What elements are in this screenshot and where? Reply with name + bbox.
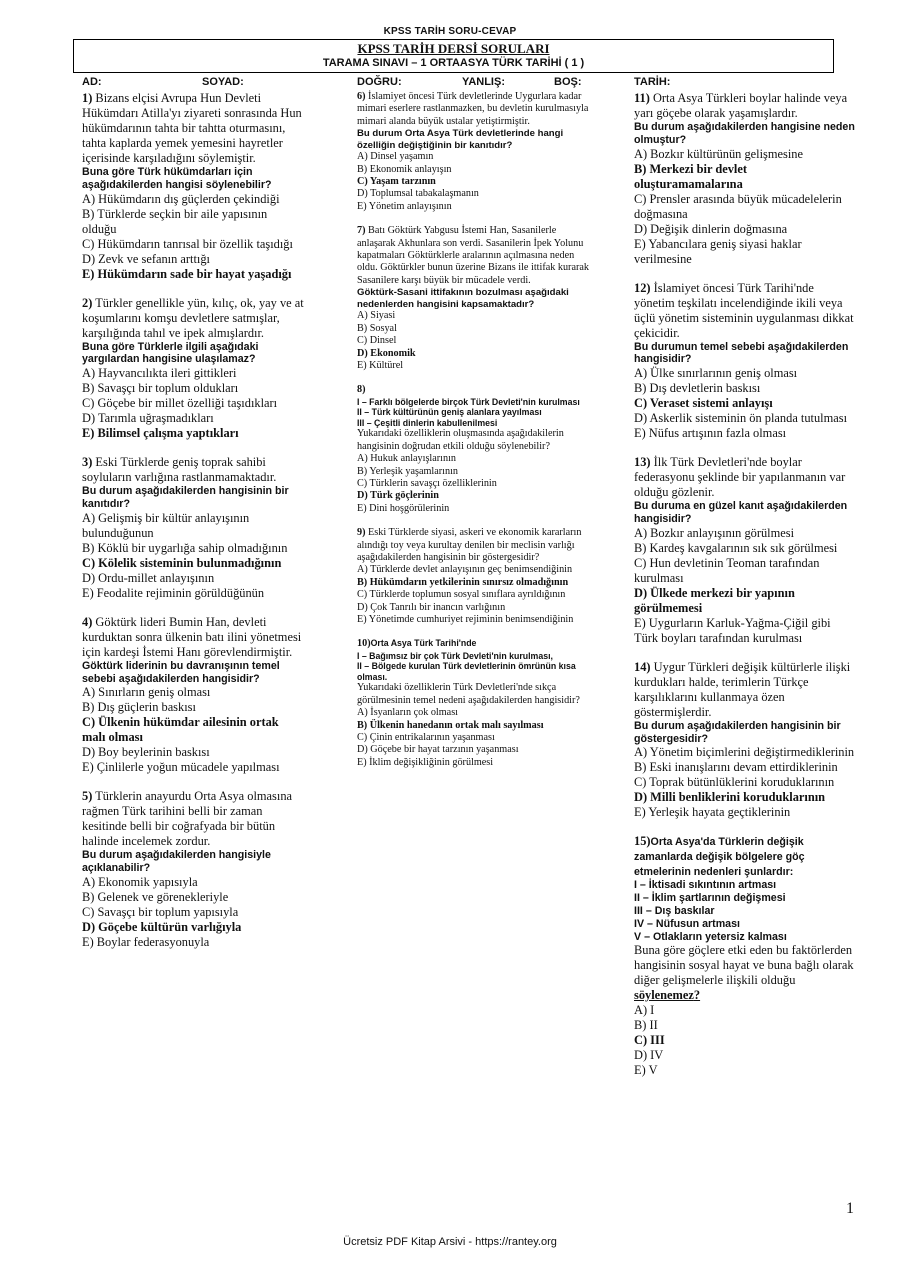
- question-stem: Bu durum aşağıdakilerden hangisinin bir kanıtıdır?: [82, 485, 289, 510]
- question-stem: Yukarıdaki özelliklerin oluşmasında aşağıdakilerin hangisinin doğrudan etkili olduğu söylenebilir?: [357, 428, 564, 452]
- answer-option: E) Uygurların Karluk-Yağma-Çiğil gibi Türk boyları tarafından kurulması: [634, 615, 831, 645]
- document-title: KPSS TARİH DERSİ SORULARI: [357, 41, 550, 56]
- question: [634, 91, 856, 267]
- answer-option: E) Bilimsel çalışma yaptıkları: [82, 426, 239, 441]
- answer-option: A) İsyanların çok olması: [357, 707, 458, 719]
- answer-option: B) Sosyal: [357, 322, 397, 334]
- answer-option: A) I: [634, 1003, 655, 1018]
- field-bos: BOŞ:: [554, 76, 582, 88]
- answer-option: C) Savaşçı bir toplum yapısıyla: [82, 904, 239, 919]
- question-item: IV – Nüfusun artması: [634, 917, 740, 930]
- question-number: 3): [82, 455, 93, 470]
- answer-option: B) Ekonomik anlayışın: [357, 163, 452, 175]
- answer-option: A) Gelişmiş bir kültür anlayışının bulunduğunun: [82, 510, 250, 540]
- answer-option: D) Çok Tanrılı bir inancın varlığının: [357, 601, 506, 613]
- document-header: KPSS TARİH SORU-CEVAP: [383, 26, 517, 37]
- answer-option: C) Yaşam tarzının: [357, 176, 436, 188]
- field-soyad: SOYAD:: [202, 76, 244, 88]
- question-item: I – Farklı bölgelerde birçok Türk Devleti'nin kurulması: [357, 396, 580, 407]
- answer-option: E) Feodalite rejiminin görüldüğünün: [82, 585, 265, 600]
- field-ad: AD:: [82, 76, 102, 88]
- question-mark: ?: [693, 988, 701, 1003]
- question-stem: Buna göre Türklerle ilgili aşağıdaki yargılardan hangisine ulaşılamaz?: [82, 340, 259, 366]
- question: [82, 296, 304, 442]
- question-text: 4) Göktürk lideri Bumin Han, devleti kurduktan sonra ülkenin batı ilini yönetmesi için kardeşi İstemi Hanı görevlendirmiştir.: [82, 614, 302, 659]
- question: [357, 384, 597, 515]
- underlined-word: söylenemez: [634, 988, 694, 1003]
- question-stem: Göktürk-Sasani ittifakının bozulması aşağıdaki nedenlerden hangisini kapsamaktadır?: [357, 287, 569, 310]
- question: [357, 527, 597, 626]
- question-text: 6) İslamiyet öncesi Türk devletlerinde Uygurlara kadar mimari eserlere rastlanmazken, bu devletin kurulmasıyla mimari alanda büyük ustalar yetiştirmiştir.: [357, 91, 589, 127]
- question: [82, 615, 304, 776]
- answer-option: B) Savaşçı bir toplum oldukları: [82, 381, 239, 396]
- answer-option: E) Yabancılara geniş siyasi haklar verilmesine: [634, 236, 802, 266]
- question-text: [634, 834, 856, 879]
- question-heading: Orta Asya'da Türklerin değişik zamanlarda değişik bölgelere göç etmelerinin nedenleri şunlardır:: [634, 836, 805, 879]
- page-number: 1: [846, 1200, 854, 1217]
- answer-option: B) Merkezi bir devlet oluşturamamalarına: [634, 161, 747, 191]
- answer-option: C) Türklerde toplumun sosyal sınıflara ayrıldığının: [357, 589, 566, 601]
- question-number: 15): [634, 834, 651, 849]
- question-stem: Yukarıdaki özelliklerin Türk Devletleri'nde sıkça görülmesinin temel nedeni aşağıdakilerden hangisidir?: [357, 682, 580, 706]
- question-number: 13): [634, 455, 651, 470]
- field-tarih: TARİH:: [634, 76, 671, 88]
- answer-option: B) Hükümdarın yetkilerinin sınırsız olmadığının: [357, 576, 569, 588]
- answer-option: B) Türklerde seçkin bir aile yapısının olduğu: [82, 206, 268, 236]
- answer-option: D) Değişik dinlerin doğmasına: [634, 221, 788, 236]
- answer-option: A) Yönetim biçimlerini değiştirmediklerinin: [634, 745, 855, 760]
- answer-option: B) Dış güçlerin baskısı: [82, 700, 196, 715]
- question-number: 5): [82, 789, 93, 804]
- answer-option: A) Hayvancılıkta ileri gittikleri: [82, 366, 237, 381]
- field-yanlis: YANLIŞ:: [462, 76, 505, 88]
- question-number: 9): [357, 527, 366, 539]
- question-item: II – Bölgede kurulan Türk devletlerinin ömrünün kısa olması.: [357, 661, 576, 682]
- question-number: 11): [634, 91, 650, 105]
- answer-option: C) Çinin entrikalarının yaşanması: [357, 732, 495, 744]
- question-item: I – Bağımsız bir çok Türk Devleti'nin kurulması,: [357, 650, 553, 661]
- answer-option: D) Zevk ve sefanın arttığı: [82, 251, 210, 266]
- answer-option: D) Milli benliklerini koruduklarının: [634, 790, 826, 805]
- question-stem: Bu durum Orta Asya Türk devletlerinde hangi özelliğin değiştiğinin bir kanıtıdır?: [357, 128, 564, 151]
- answer-option: D) Toplumsal tabakalaşmanın: [357, 188, 479, 200]
- question-number: 12): [634, 280, 651, 295]
- question-text: 1) Bizans elçisi Avrupa Hun Devleti Hükümdarı Atilla'yı ziyareti sonrasında Hun hükümdarının tahta bir tahtta oturmasını, tahta kaplarda yemek yemesini hayretler içerisinde karşıladığını söylemiştir.: [82, 91, 302, 165]
- answer-option: D) Ülkede merkezi bir yapının görülmemesi: [634, 585, 795, 615]
- question: [357, 638, 597, 769]
- answer-option: B) Dış devletlerin baskısı: [634, 381, 761, 396]
- question-text: 5) Türklerin anayurdu Orta Asya olmasına rağmen Türk tarihini belli bir zaman kesitinde belli bir coğrafyada bir bütün halinde incelemek zordur.: [82, 789, 293, 849]
- answer-option: D) Boy beylerinin baskısı: [82, 745, 210, 760]
- answer-option: D) Göçebe bir hayat tarzının yaşanması: [357, 744, 519, 756]
- question-number: 4): [82, 614, 93, 629]
- answer-option: E) Hükümdarın sade bir hayat yaşadığı: [82, 266, 292, 281]
- question-number: 6): [357, 91, 366, 102]
- question-text: 7) Batı Göktürk Yabgusu İstemi Han, Sasanilerle anlaşarak Akhunlara son verdi. Sasanilerin İpek Yolunu kapatmaları Göktürklerle aralarının açılmasına neden oldu. Göktürkler bunun üzerine Bizans ile ittifak kurarak Sasanilere karşı büyük bir mücadele verdi.: [357, 225, 589, 286]
- question-stem: Bu durum aşağıdakilerden hangisinin bir göstergesidir?: [634, 719, 841, 745]
- question: [634, 834, 856, 1078]
- question-column-2: [357, 91, 597, 781]
- answer-option: C) Prensler arasında büyük mücadelelerin doğmasına: [634, 191, 842, 221]
- answer-option: B) Gelenek ve görenekleriyle: [82, 889, 229, 904]
- question: [357, 225, 597, 372]
- question-text: 14) Uygur Türkleri değişik kültürlerle ilişki kurdukları halde, terimlerin Türkçe karşılıklarını kullanmaya özen göstermişlerdir.: [634, 659, 851, 719]
- answer-option: A) Ülke sınırlarının geniş olması: [634, 366, 798, 381]
- answer-option: D) Askerlik sisteminin ön planda tutulması: [634, 411, 848, 426]
- question-text: 2) Türkler genellikle yün, kılıç, ok, yay ve at koşumlarını komşu devletlere satmışlar, karşılığında tahıl ve ipek almışlardır.: [82, 295, 304, 340]
- question-number: 1): [82, 91, 93, 105]
- answer-option: B) II: [634, 1018, 658, 1033]
- answer-option: B) Yerleşik yaşamlarının: [357, 465, 459, 477]
- document-subtitle: TARAMA SINAVI – 1 ORTAASYA TÜRK TARİHİ ( 1 ): [322, 57, 585, 69]
- answer-option: C) Toprak bütünlüklerini koruduklarının: [634, 775, 835, 790]
- answer-option: C) III: [634, 1033, 665, 1048]
- answer-option: E) Çinlilerle yoğun mücadele yapılması: [82, 760, 280, 775]
- answer-option: B) Kardeş kavgalarının sık sık görülmesi: [634, 540, 838, 555]
- question-item: III – Çeşitli dinlerin kabullenilmesi: [357, 417, 498, 428]
- title-box: [73, 39, 834, 73]
- question: [634, 660, 856, 821]
- question-item: II – Türk kültürünün geniş alanlara yayılması: [357, 407, 542, 418]
- question-stem: Bu durumun temel sebebi aşağıdakilerden hangisidir?: [634, 340, 849, 366]
- answer-option: E) Yönetimde cumhuriyet rejiminin benimsendiğinin: [357, 614, 574, 625]
- answer-option: A) Hukuk anlayışlarının: [357, 453, 457, 465]
- question-item: III – Dış baskılar: [634, 904, 715, 917]
- answer-option: E) Boylar federasyonuyla: [82, 934, 210, 949]
- footer-text: Ücretsiz PDF Kitap Arsivi - https://rantey.org: [343, 1236, 557, 1248]
- question-text: 13) İlk Türk Devletleri'nde boylar federasyonu şeklinde bir yapılanmanın var olduğu gözlenir.: [634, 455, 846, 500]
- question-text: [357, 384, 597, 396]
- question-text: 9) Eski Türklerde siyasi, askeri ve ekonomik kararların alındığı toy veya kurultay denilen bir meclisin varlığı aşağıdakilerden hangisinin bir göstergesidir?: [357, 527, 582, 563]
- answer-option: A) Bozkır kültürünün gelişmesine: [634, 146, 803, 161]
- answer-option: C) Dinsel: [357, 335, 397, 347]
- answer-option: C) Göçebe bir millet özelliği taşıdıkları: [82, 396, 278, 411]
- question: [634, 455, 856, 646]
- question-text: 11) Orta Asya Türkleri boylar halinde veya yarı göçebe olarak yaşamışlardır.: [634, 91, 848, 120]
- answer-option: C) Hükümdarın tanrısal bir özellik taşıdığı: [82, 236, 293, 251]
- answer-option: E) Yerleşik hayata geçtiklerinin: [634, 805, 791, 820]
- answer-option: B) Köklü bir uygarlığa sahip olmadığının: [82, 540, 288, 555]
- question-number: 7): [357, 225, 366, 237]
- answer-option: A) Siyasi: [357, 310, 396, 322]
- answer-option: E) Kültürel: [357, 359, 404, 371]
- answer-option: B) Eski inanışlarını devam ettirdiklerinin: [634, 760, 838, 775]
- question-text: 3) Eski Türklerde geniş toprak sahibi soyluların varlığına rastlanmamaktadır.: [82, 455, 277, 485]
- question-number: 8): [357, 384, 366, 396]
- answer-option: C) Kölelik sisteminin bulunmadığının: [82, 555, 282, 570]
- answer-option: D) Ordu-millet anlayışının: [82, 570, 215, 585]
- answer-option: E) Yönetim anlayışının: [357, 200, 452, 212]
- student-fields: [82, 76, 842, 90]
- question-number: 14): [634, 659, 651, 674]
- question-stem: Bu durum aşağıdakilerden hangisine neden olmuştur?: [634, 121, 855, 146]
- answer-option: A) Dinsel yaşamın: [357, 151, 434, 163]
- answer-option: E) İklim değişikliğinin görülmesi: [357, 756, 494, 768]
- answer-option: C) Veraset sistemi anlayışı: [634, 396, 773, 411]
- answer-option: D) Ekonomik: [357, 347, 416, 359]
- answer-option: E) Nüfus artışının fazla olması: [634, 426, 787, 441]
- question: [357, 91, 597, 213]
- answer-option: D) Türk göçlerinin: [357, 490, 439, 502]
- question-heading: Orta Asya Türk Tarihi'nde: [370, 638, 477, 649]
- answer-option: D) Göçebe kültürün varlığıyla: [82, 919, 242, 934]
- answer-option: C) Türklerin savaşçı özelliklerinin: [357, 477, 497, 489]
- question-text: [357, 638, 597, 650]
- question: [82, 91, 304, 282]
- question-text: 12) İslamiyet öncesi Türk Tarihi'nde yönetim teşkilatı incelendiğinde ikili veya üçlü yönetim sisteminin uygulanması dikkat çekicidir.: [634, 280, 854, 340]
- answer-option: E) Dini hoşgörülerinin: [357, 502, 450, 514]
- answer-option: A) Ekonomik yapısıyla: [82, 874, 198, 889]
- answer-option: D) IV: [634, 1048, 664, 1063]
- question-item: I – İktisadi sıkıntının artması: [634, 879, 777, 892]
- answer-option: A) Türklerde devlet anlayışının geç benimsendiğinin: [357, 564, 573, 576]
- answer-option: C) Hun devletinin Teoman tarafından kurulması: [634, 555, 820, 585]
- answer-option: E) V: [634, 1063, 658, 1078]
- question-column-3: [634, 91, 856, 1092]
- question-number: 10): [357, 638, 371, 650]
- question-stem: Buna göre göçlere etki eden bu faktörlerden hangisinin sosyal hayat ve buna bağlı olarak diğer gelişmelerle ilişkili olduğu söylenemez?: [634, 943, 854, 1003]
- question-item: II – İklim şartlarının değişmesi: [634, 892, 786, 905]
- question-stem: Göktürk liderinin bu davranışının temel sebebi aşağıdakilerden hangisidir?: [82, 659, 280, 685]
- question: [82, 455, 304, 601]
- question-stem: Bu durum aşağıdakilerden hangisiyle açıklanabilir?: [82, 849, 271, 875]
- question-stem: Bu duruma en güzel kanıt aşağıdakilerden hangisidir?: [634, 500, 848, 525]
- question-number: 2): [82, 295, 93, 310]
- question: [634, 281, 856, 442]
- answer-option: A) Sınırların geniş olması: [82, 685, 211, 700]
- answer-option: A) Bozkır anlayışının görülmesi: [634, 525, 795, 540]
- answer-option: D) Tarımla uğraşmadıkları: [82, 411, 214, 426]
- answer-option: B) Ülkenin hanedanın ortak malı sayılması: [357, 719, 544, 731]
- question: [82, 789, 304, 950]
- question-column-1: [82, 91, 304, 964]
- question-stem: Buna göre Türk hükümdarları için aşağıdakilerden hangisi söylenebilir?: [82, 166, 272, 191]
- answer-option: C) Ülkenin hükümdar ailesinin ortak malı olması: [82, 715, 279, 745]
- answer-option: A) Hükümdarın dış güçlerden çekindiği: [82, 191, 280, 206]
- field-dogru: DOĞRU:: [357, 76, 402, 88]
- question-item: V – Otlakların yetersiz kalması: [634, 930, 787, 943]
